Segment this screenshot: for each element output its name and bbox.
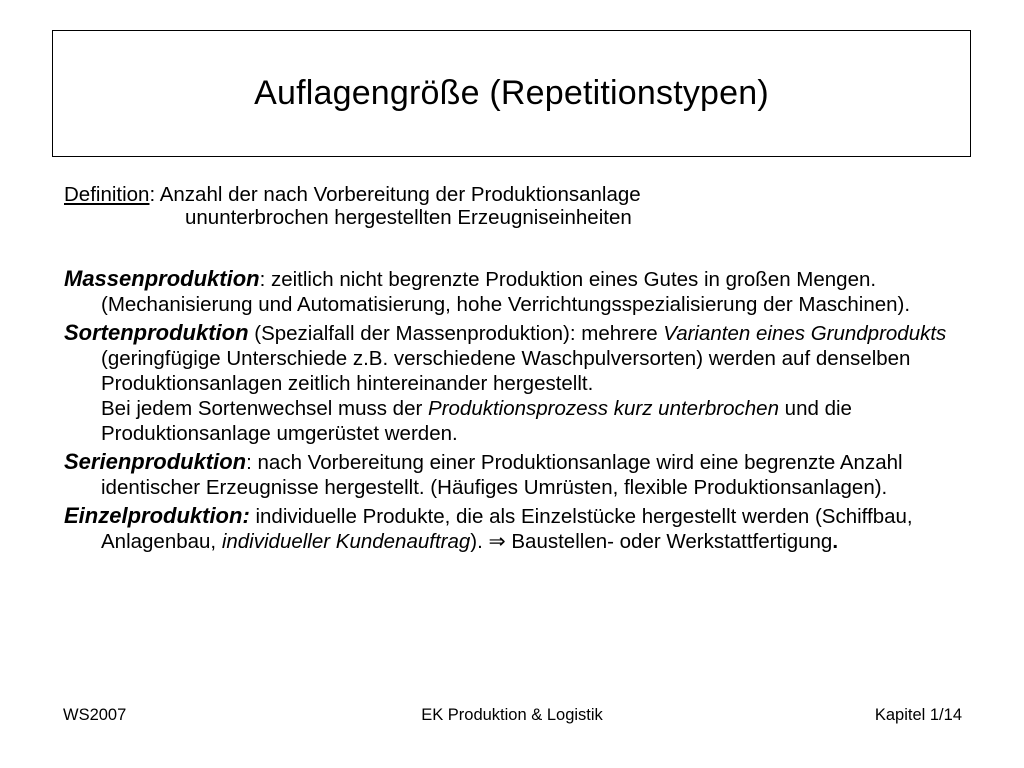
definition-text-line1: : Anzahl der nach Vorbereitung der Produktionsanlage xyxy=(149,183,641,206)
text-sortenproduktion-1: (Spezialfall der Massenproduktion): mehrere xyxy=(248,322,664,345)
text-serienproduktion: : nach Vorbereitung einer Produktionsanlage wird eine begrenzte Anzahl identischer Erzeugnisse hergestellt. (Häufiges Umrüsten, flexible Produktionsanlagen). xyxy=(101,451,903,499)
definition-block xyxy=(64,183,964,229)
list-item-sortenproduktion xyxy=(64,320,964,446)
term-einzelproduktion: Einzelproduktion: xyxy=(64,503,250,528)
italic-varianten: Varianten eines Grundprodukts xyxy=(663,322,947,345)
definition-text-line2: ununterbrochen hergestellten Erzeugniseinheiten xyxy=(185,206,632,229)
italic-produktionsprozess: Produktionsprozess kurz unterbrochen xyxy=(428,397,779,420)
text-einzelproduktion-1: individuelle Produkte, die als Einzelstücke hergestellt werden (Schiffbau, Anlagenbau, xyxy=(101,505,913,553)
production-types-list xyxy=(64,266,964,557)
text-sortenproduktion-3: Bei jedem Sortenwechsel muss der xyxy=(101,397,429,420)
term-serienproduktion: Serienproduktion xyxy=(64,449,247,474)
term-sortenproduktion: Sortenproduktion xyxy=(64,320,249,345)
text-massenproduktion: : zeitlich nicht begrenzte Produktion eines Gutes in großen Mengen. (Mechanisierung und Automatisierung, hohe Verrichtungsspezialisierung der Maschinen). xyxy=(101,268,911,316)
definition-term: Definition xyxy=(64,183,150,206)
footer-semester: WS2007 xyxy=(63,706,127,724)
text-sortenproduktion-2: (geringfügige Unterschiede z.B. verschiedene Waschpulversorten) werden auf denselben Produktionsanlagen zeitlich hintereinander hergestellt. xyxy=(101,347,911,395)
sortenwechsel-note xyxy=(101,396,964,446)
text-einzelproduktion-3: Baustellen- oder Werkstattfertigung xyxy=(505,530,833,553)
text-einzelproduktion-2: ). xyxy=(470,530,489,553)
text-sortenproduktion-4: und die Produktionsanlage umgerüstet werden. xyxy=(101,397,852,445)
title-box xyxy=(52,30,971,157)
slide-title: Auflagengröße (Repetitionstypen) xyxy=(254,74,769,112)
implies-arrow-icon: ⇒ xyxy=(488,530,506,553)
term-massenproduktion: Massenproduktion xyxy=(64,266,260,291)
list-item-massenproduktion xyxy=(64,266,964,317)
list-item-einzelproduktion xyxy=(64,503,964,554)
list-item-serienproduktion xyxy=(64,449,964,500)
italic-kundenauftrag: individueller Kundenauftrag xyxy=(221,530,471,553)
footer-chapter: Kapitel 1/14 xyxy=(874,706,962,724)
footer-course: EK Produktion & Logistik xyxy=(421,706,603,724)
text-einzelproduktion-end: . xyxy=(832,530,839,553)
